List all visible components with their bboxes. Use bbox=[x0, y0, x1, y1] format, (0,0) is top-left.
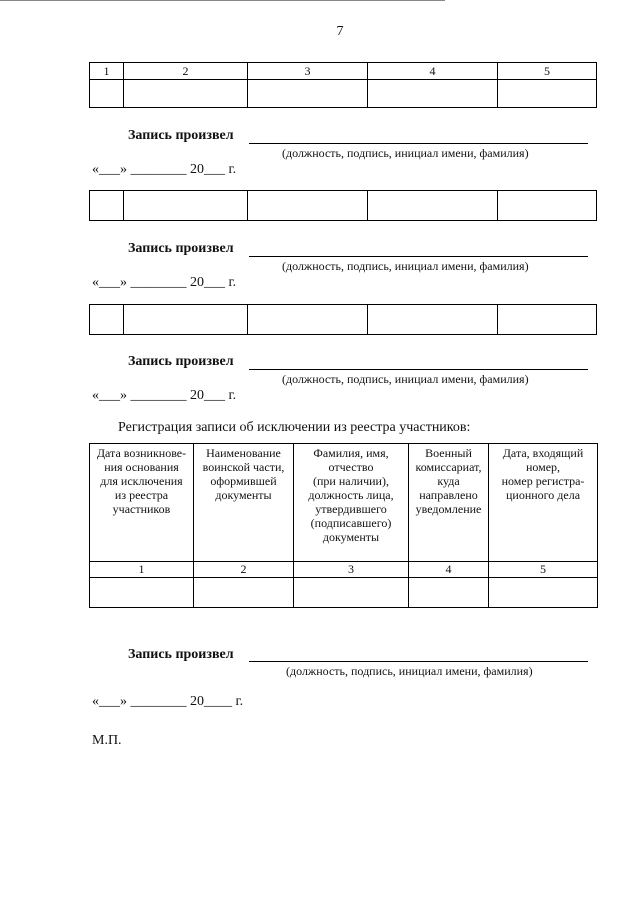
page-number: 7 bbox=[336, 24, 344, 39]
record-signature-line bbox=[249, 661, 588, 662]
record-label: Запись произвел bbox=[128, 354, 234, 369]
registration-table bbox=[89, 443, 598, 608]
top-table bbox=[89, 62, 597, 108]
record-hint: (должность, подпись, инициал имени, фамилия) bbox=[282, 146, 529, 160]
top-table-col-3: 3 bbox=[248, 63, 368, 80]
table-row bbox=[90, 305, 597, 335]
registration-header-1: Дата возникнове- ния основания для исключения из реестра участников bbox=[90, 444, 194, 562]
record-label: Запись произвел bbox=[128, 241, 234, 256]
top-border-line bbox=[0, 0, 445, 1]
registration-num-5: 5 bbox=[489, 562, 598, 578]
registration-header-3: Фамилия, имя, отчество (при наличии), должность лица, утвердившего (подписавшего) документы bbox=[294, 444, 409, 562]
top-table-col-5: 5 bbox=[498, 63, 597, 80]
registration-num-3: 3 bbox=[294, 562, 409, 578]
table-row bbox=[90, 80, 597, 108]
registration-num-2: 2 bbox=[194, 562, 294, 578]
record-label: Запись произвел bbox=[128, 128, 234, 143]
record-table bbox=[89, 190, 597, 221]
registration-header-5: Дата, входящий номер, номер регистра- ционного дела bbox=[489, 444, 598, 562]
registration-num-4: 4 bbox=[409, 562, 489, 578]
record-signature-line bbox=[249, 143, 588, 144]
registration-header-4: Военный комиссариат, куда направлено уведомление bbox=[409, 444, 489, 562]
record-signature-line bbox=[249, 256, 588, 257]
record-signature-line bbox=[249, 369, 588, 370]
registration-num-1: 1 bbox=[90, 562, 194, 578]
top-table-col-2: 2 bbox=[124, 63, 248, 80]
top-table-col-1: 1 bbox=[90, 63, 124, 80]
top-table-col-4: 4 bbox=[368, 63, 498, 80]
record-hint: (должность, подпись, инициал имени, фамилия) bbox=[286, 664, 533, 678]
record-date: «___» ________ 20____ г. bbox=[92, 694, 244, 709]
registration-title: Регистрация записи об исключении из реестра участников: bbox=[118, 420, 471, 435]
record-date: «___» ________ 20___ г. bbox=[92, 275, 237, 290]
record-hint: (должность, подпись, инициал имени, фамилия) bbox=[282, 372, 529, 386]
record-hint: (должность, подпись, инициал имени, фамилия) bbox=[282, 259, 529, 273]
record-table bbox=[89, 304, 597, 335]
record-label: Запись произвел bbox=[128, 647, 234, 662]
table-row bbox=[90, 191, 597, 221]
record-date: «___» ________ 20___ г. bbox=[92, 388, 237, 403]
table-row bbox=[90, 578, 598, 608]
record-date: «___» ________ 20___ г. bbox=[92, 162, 237, 177]
registration-header-2: Наименование воинской части, оформившей документы bbox=[194, 444, 294, 562]
stamp-place: М.П. bbox=[92, 733, 122, 748]
